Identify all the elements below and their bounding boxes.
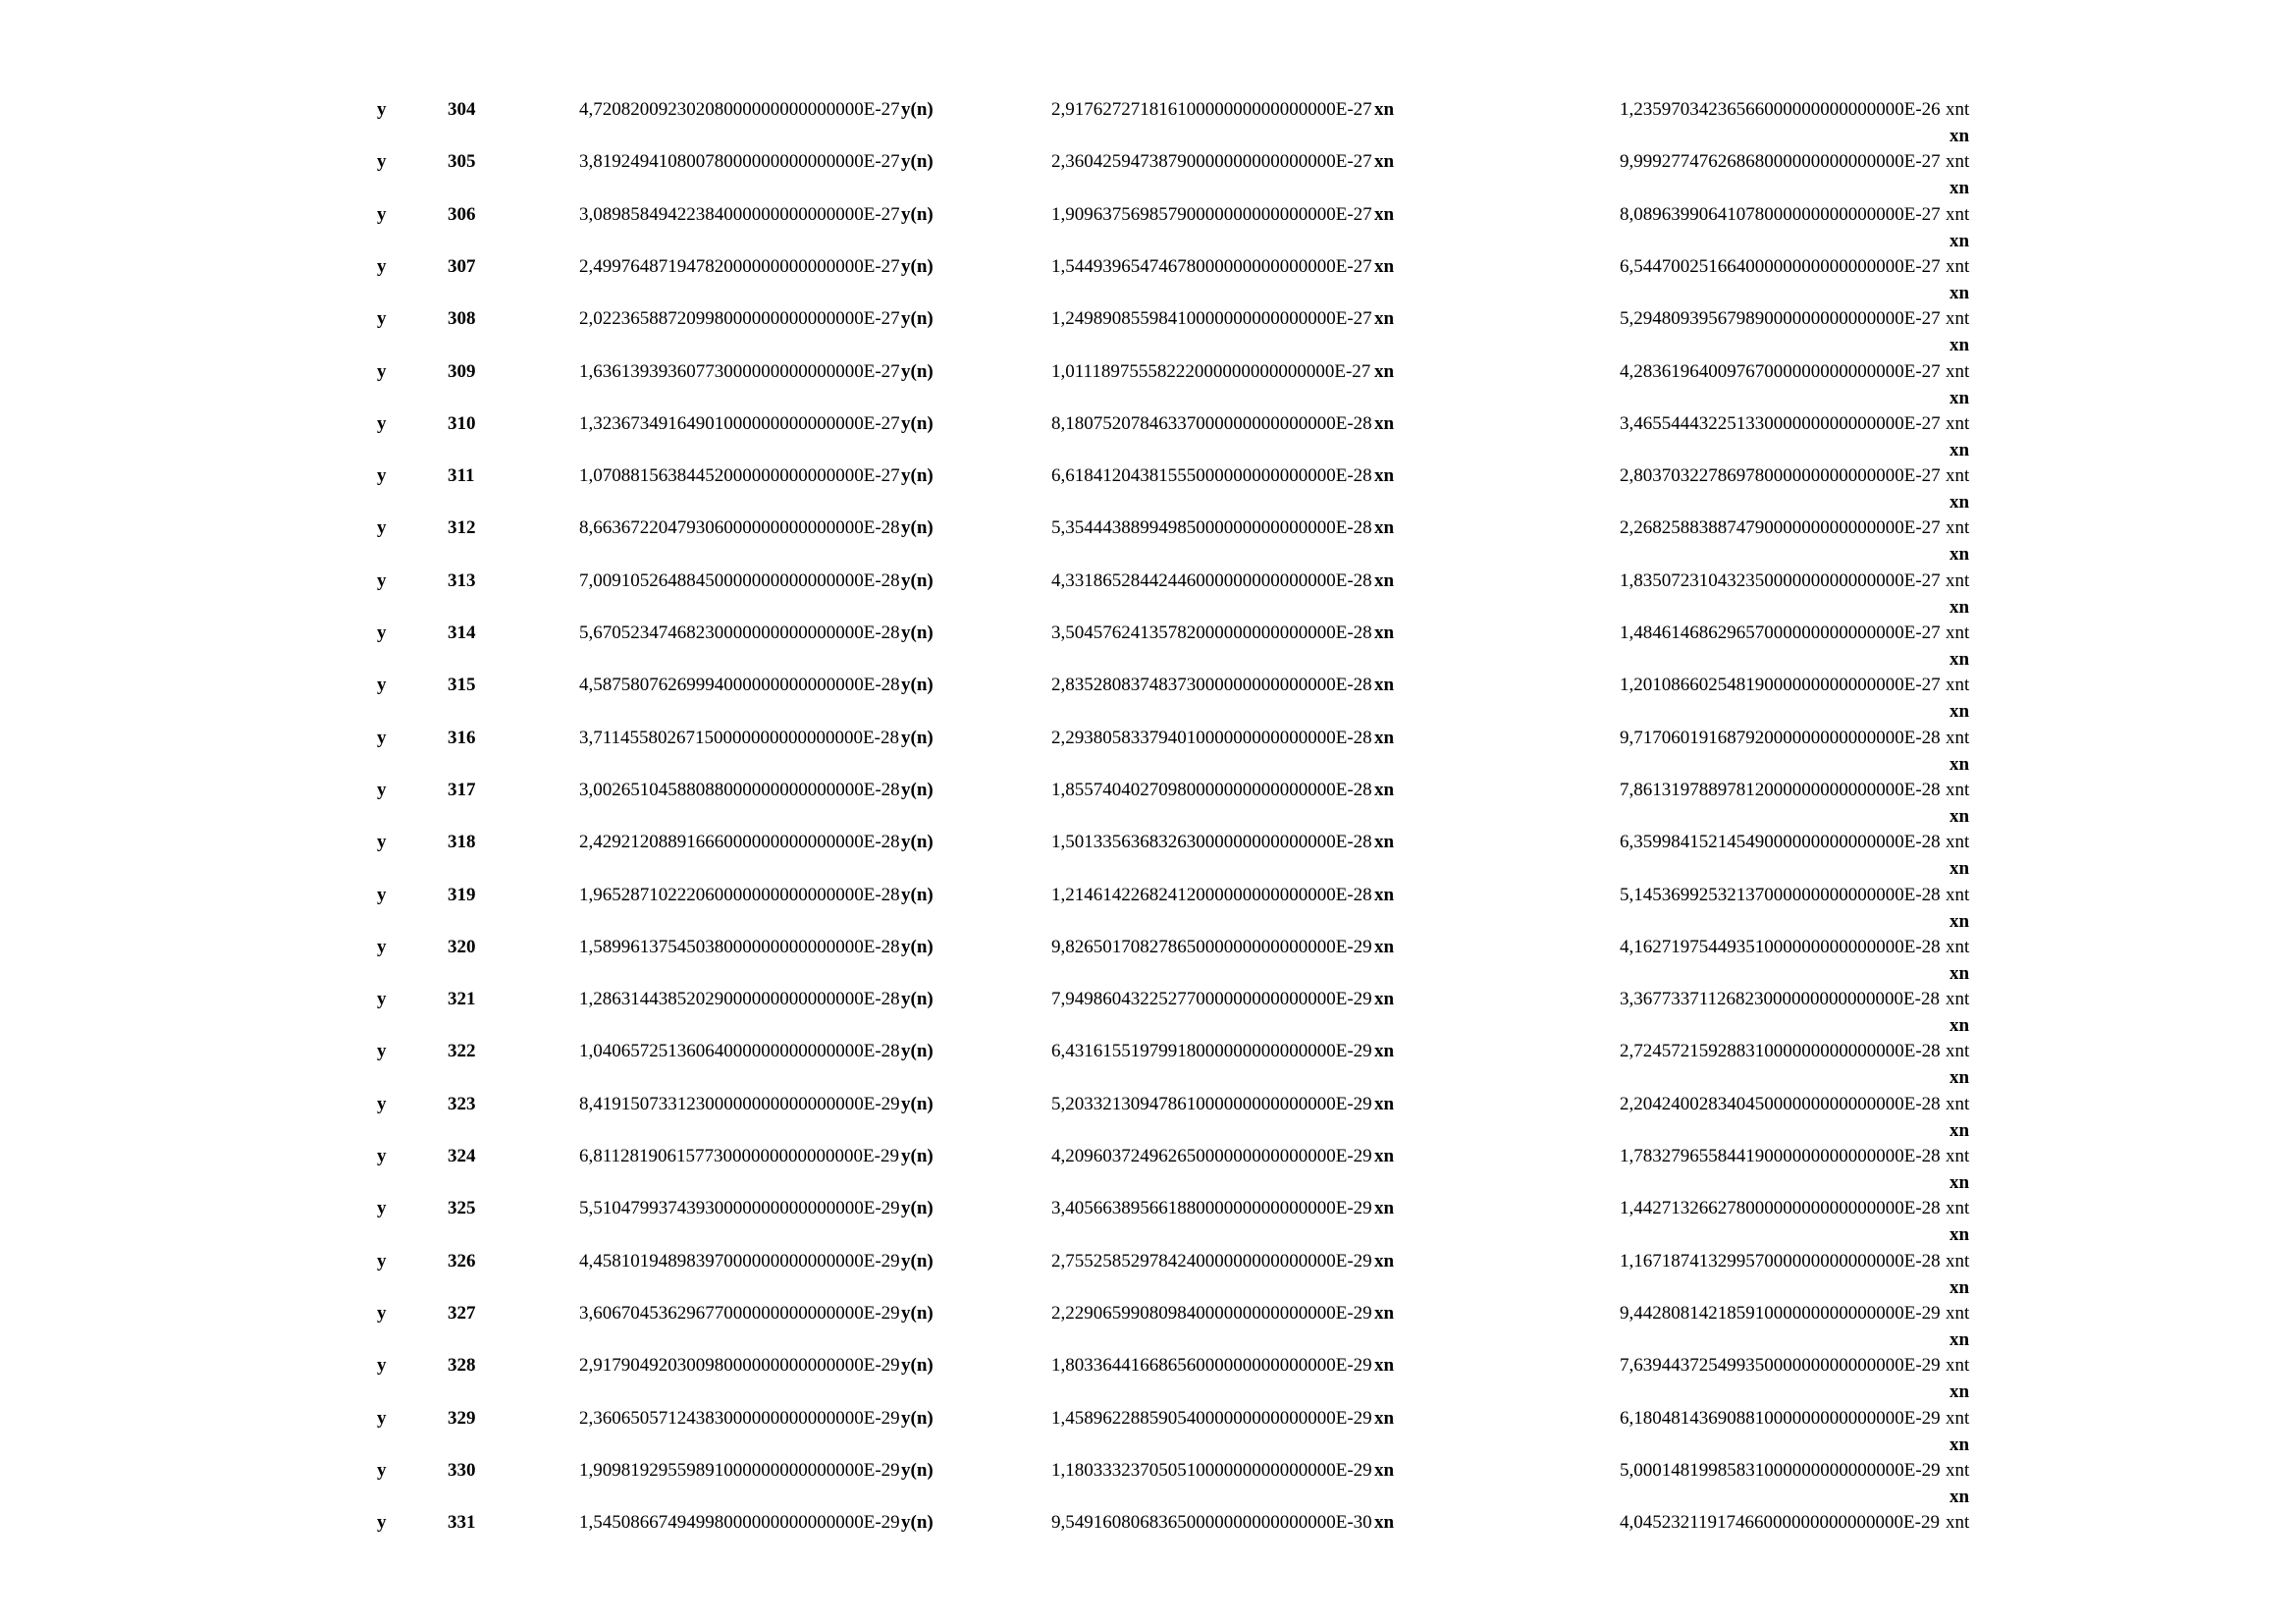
xnt-label: xnt <box>1946 1250 1970 1271</box>
y-n-label: y(n) <box>901 622 934 643</box>
row-prefix: y <box>377 884 387 905</box>
row-prefix: y <box>377 517 387 539</box>
xn-label: xn <box>1374 1355 1395 1377</box>
xnt-wrap-label: xn <box>1949 649 1970 670</box>
y-n-value: 1,54508667494998000000000000000E-29 <box>579 1512 900 1534</box>
row-index: 321 <box>448 989 476 1010</box>
xnt-label: xnt <box>1946 1198 1970 1219</box>
xn-label: xn <box>1374 675 1395 696</box>
xn-label: xn <box>1374 727 1395 748</box>
y-n-value: 1,04065725136064000000000000000E-28 <box>579 1041 900 1062</box>
row-index: 330 <box>448 1459 476 1481</box>
xnt-wrap-label: xn <box>1949 1486 1970 1507</box>
y-n-value: 4,58758076269994000000000000000E-28 <box>579 675 900 696</box>
y-n-value: 4,45810194898397000000000000000E-29 <box>579 1250 900 1271</box>
xnt-wrap-label: xn <box>1949 1172 1970 1193</box>
row-index: 309 <box>448 360 476 382</box>
xnt-wrap-label: xn <box>1949 1328 1970 1350</box>
xn-label: xn <box>1374 884 1395 905</box>
row-prefix: y <box>377 1250 387 1271</box>
xn-value: 6,43161551979918000000000000000E-29 <box>1051 1041 1372 1062</box>
xn-value: 9,82650170827865000000000000000E-29 <box>1051 936 1372 957</box>
y-n-label: y(n) <box>901 989 934 1010</box>
row-prefix: y <box>377 1302 387 1324</box>
xn-value: 1,24989085598410000000000000000E-27 <box>1051 308 1372 330</box>
y-n-value: 3,08985849422384000000000000000E-27 <box>579 203 900 225</box>
xnt-value: 3,46554443225133000000000000000E-27 <box>1620 412 1941 434</box>
xnt-wrap-label: xn <box>1949 962 1970 984</box>
y-n-label: y(n) <box>901 884 934 905</box>
row-index: 331 <box>448 1512 476 1534</box>
y-n-value: 3,00265104588088000000000000000E-28 <box>579 779 900 800</box>
xnt-value: 1,83507231043235000000000000000E-27 <box>1620 569 1941 591</box>
y-n-label: y(n) <box>901 1198 934 1219</box>
xnt-label: xnt <box>1946 832 1970 853</box>
xn-value: 2,75525852978424000000000000000E-29 <box>1051 1250 1372 1271</box>
row-prefix: y <box>377 936 387 957</box>
table-row <box>0 779 2296 827</box>
xnt-label: xnt <box>1946 1407 1970 1429</box>
table-row <box>0 832 2296 880</box>
xn-value: 1,45896228859054000000000000000E-29 <box>1051 1407 1372 1429</box>
xn-label: xn <box>1374 255 1395 277</box>
xn-label: xn <box>1374 1198 1395 1219</box>
y-n-label: y(n) <box>901 675 934 696</box>
row-prefix: y <box>377 832 387 853</box>
xnt-label: xnt <box>1946 99 1970 120</box>
table-row <box>0 989 2296 1037</box>
row-index: 313 <box>448 569 476 591</box>
y-n-label: y(n) <box>901 360 934 382</box>
xn-value: 1,21461422682412000000000000000E-28 <box>1051 884 1372 905</box>
y-n-value: 3,60670453629677000000000000000E-29 <box>579 1302 900 1324</box>
row-index: 326 <box>448 1250 476 1271</box>
xnt-value: 1,78327965584419000000000000000E-28 <box>1620 1146 1941 1166</box>
xn-label: xn <box>1374 1302 1395 1324</box>
row-prefix: y <box>377 1198 387 1219</box>
xn-value: 4,20960372496265000000000000000E-29 <box>1051 1146 1372 1166</box>
y-n-label: y(n) <box>901 936 934 957</box>
xnt-value: 7,86131978897812000000000000000E-28 <box>1620 779 1941 800</box>
table-row <box>0 412 2296 460</box>
row-prefix: y <box>377 1407 387 1429</box>
row-index: 322 <box>448 1041 476 1062</box>
xnt-wrap-label: xn <box>1949 126 1970 146</box>
xnt-value: 2,26825883887479000000000000000E-27 <box>1620 517 1941 539</box>
xn-value: 1,85574040270980000000000000000E-28 <box>1051 779 1372 800</box>
y-n-value: 2,49976487194782000000000000000E-27 <box>579 255 900 277</box>
row-prefix: y <box>377 1093 387 1114</box>
y-n-value: 8,41915073312300000000000000000E-29 <box>579 1093 900 1114</box>
table-row <box>0 517 2296 566</box>
y-n-value: 4,72082009230208000000000000000E-27 <box>579 99 900 120</box>
table-row <box>0 1355 2296 1403</box>
xnt-value: 1,23597034236566000000000000000E-26 <box>1620 99 1941 120</box>
xnt-value: 6,18048143690881000000000000000E-29 <box>1620 1407 1941 1429</box>
xn-value: 1,01118975558222000000000000000E-27 <box>1051 360 1371 382</box>
row-index: 319 <box>448 884 476 905</box>
table-row <box>0 884 2296 932</box>
table-row <box>0 255 2296 303</box>
table-row <box>0 1459 2296 1507</box>
xnt-label: xnt <box>1946 1302 1970 1324</box>
y-n-value: 1,32367349164901000000000000000E-27 <box>579 412 900 434</box>
xnt-label: xnt <box>1946 1459 1970 1481</box>
xn-label: xn <box>1374 1459 1395 1481</box>
row-prefix: y <box>377 151 387 173</box>
y-n-value: 8,66367220479306000000000000000E-28 <box>579 517 900 539</box>
table-row <box>0 727 2296 775</box>
xnt-wrap-label: xn <box>1949 805 1970 827</box>
xnt-label: xnt <box>1946 779 1970 800</box>
y-n-label: y(n) <box>901 569 934 591</box>
table-row <box>0 99 2296 146</box>
row-prefix: y <box>377 203 387 225</box>
xnt-value: 7,63944372549935000000000000000E-29 <box>1620 1355 1941 1377</box>
table-row <box>0 1302 2296 1350</box>
xn-value: 1,90963756985790000000000000000E-27 <box>1051 203 1372 225</box>
y-n-label: y(n) <box>901 99 934 120</box>
table-row <box>0 675 2296 723</box>
xnt-wrap-label: xn <box>1949 910 1970 932</box>
xnt-label: xnt <box>1946 1355 1970 1377</box>
table-row <box>0 360 2296 408</box>
xnt-wrap-label: xn <box>1949 1067 1970 1089</box>
y-n-value: 1,28631443852029000000000000000E-28 <box>579 989 900 1010</box>
xn-label: xn <box>1374 1512 1395 1534</box>
y-n-value: 1,63613939360773000000000000000E-27 <box>579 360 900 382</box>
row-index: 327 <box>448 1302 476 1324</box>
row-index: 308 <box>448 308 476 330</box>
y-n-value: 2,02236588720998000000000000000E-27 <box>579 308 900 330</box>
xn-label: xn <box>1374 779 1395 800</box>
y-n-label: y(n) <box>901 517 934 539</box>
y-n-label: y(n) <box>901 412 934 434</box>
xnt-wrap-label: xn <box>1949 858 1970 880</box>
xnt-value: 2,72457215928831000000000000000E-28 <box>1620 1041 1941 1062</box>
xnt-label: xnt <box>1946 989 1970 1010</box>
xnt-value: 9,71706019168792000000000000000E-28 <box>1620 727 1941 748</box>
xn-label: xn <box>1374 465 1395 487</box>
table-row <box>0 936 2296 984</box>
y-n-value: 2,42921208891666000000000000000E-28 <box>579 832 900 853</box>
xnt-wrap-label: xn <box>1949 1276 1970 1298</box>
xn-value: 1,18033323705051000000000000000E-29 <box>1051 1459 1372 1481</box>
xnt-value: 2,20424002834045000000000000000E-28 <box>1620 1093 1941 1114</box>
y-n-label: y(n) <box>901 1512 934 1534</box>
xnt-label: xnt <box>1946 465 1970 487</box>
xn-value: 5,20332130947861000000000000000E-29 <box>1051 1093 1372 1114</box>
xn-label: xn <box>1374 1146 1395 1166</box>
row-index: 305 <box>448 151 476 173</box>
y-n-label: y(n) <box>901 1250 934 1271</box>
y-n-label: y(n) <box>901 832 934 853</box>
xn-label: xn <box>1374 569 1395 591</box>
xnt-label: xnt <box>1946 255 1970 277</box>
table-row <box>0 151 2296 199</box>
xn-value: 5,35444388994985000000000000000E-28 <box>1051 517 1372 539</box>
xnt-label: xnt <box>1946 727 1970 748</box>
xn-label: xn <box>1374 308 1395 330</box>
row-prefix: y <box>377 1459 387 1481</box>
y-n-value: 2,36065057124383000000000000000E-29 <box>579 1407 900 1429</box>
xnt-wrap-label: xn <box>1949 439 1970 460</box>
xn-value: 2,91762727181610000000000000000E-27 <box>1051 99 1372 120</box>
y-n-value: 5,67052347468230000000000000000E-28 <box>579 622 900 643</box>
xnt-label: xnt <box>1946 1041 1970 1062</box>
table-row <box>0 1146 2296 1193</box>
xnt-wrap-label: xn <box>1949 544 1970 566</box>
xn-value: 2,29380583379401000000000000000E-28 <box>1051 727 1372 748</box>
xnt-wrap-label: xn <box>1949 753 1970 775</box>
xnt-wrap-label: xn <box>1949 1381 1970 1403</box>
table-row <box>0 622 2296 670</box>
xn-label: xn <box>1374 99 1395 120</box>
row-prefix: y <box>377 779 387 800</box>
xnt-value: 6,35998415214549000000000000000E-28 <box>1620 832 1941 853</box>
xnt-label: xnt <box>1946 569 1970 591</box>
xnt-label: xnt <box>1946 308 1970 330</box>
y-n-label: y(n) <box>901 1041 934 1062</box>
xnt-label: xnt <box>1946 675 1970 696</box>
xn-value: 2,36042594738790000000000000000E-27 <box>1051 151 1372 173</box>
row-index: 315 <box>448 675 476 696</box>
table-row <box>0 1198 2296 1246</box>
xnt-label: xnt <box>1946 884 1970 905</box>
xnt-label: xnt <box>1946 622 1970 643</box>
xnt-wrap-label: xn <box>1949 1434 1970 1455</box>
y-n-value: 3,81924941080078000000000000000E-27 <box>579 151 900 173</box>
row-prefix: y <box>377 989 387 1010</box>
table-row <box>0 1041 2296 1089</box>
xnt-label: xnt <box>1946 412 1970 434</box>
xnt-value: 6,54470025166400000000000000000E-27 <box>1620 255 1941 277</box>
row-prefix: y <box>377 1041 387 1062</box>
table-row <box>0 569 2296 618</box>
xnt-value: 4,16271975449351000000000000000E-28 <box>1620 936 1941 957</box>
row-prefix: y <box>377 1512 387 1534</box>
xnt-wrap-label: xn <box>1949 335 1970 356</box>
row-prefix: y <box>377 360 387 382</box>
y-n-label: y(n) <box>901 1146 934 1166</box>
xnt-label: xnt <box>1946 203 1970 225</box>
xnt-label: xnt <box>1946 1146 1970 1166</box>
xn-value: 9,54916080683650000000000000000E-30 <box>1051 1512 1372 1534</box>
xn-label: xn <box>1374 622 1395 643</box>
row-index: 324 <box>448 1146 476 1166</box>
row-prefix: y <box>377 1355 387 1377</box>
xn-value: 1,54493965474678000000000000000E-27 <box>1051 255 1372 277</box>
y-n-label: y(n) <box>901 203 934 225</box>
row-index: 323 <box>448 1093 476 1114</box>
row-prefix: y <box>377 99 387 120</box>
y-n-value: 7,00910526488450000000000000000E-28 <box>579 569 900 591</box>
y-n-label: y(n) <box>901 255 934 277</box>
xn-value: 6,61841204381555000000000000000E-28 <box>1051 465 1372 487</box>
xn-value: 8,18075207846337000000000000000E-28 <box>1051 412 1372 434</box>
xn-label: xn <box>1374 989 1395 1010</box>
row-index: 306 <box>448 203 476 225</box>
xnt-label: xnt <box>1946 360 1970 382</box>
table-row <box>0 1250 2296 1298</box>
xn-label: xn <box>1374 936 1395 957</box>
xnt-value: 1,20108660254819000000000000000E-27 <box>1620 675 1941 696</box>
row-prefix: y <box>377 308 387 330</box>
y-n-label: y(n) <box>901 308 934 330</box>
row-index: 325 <box>448 1198 476 1219</box>
xnt-wrap-label: xn <box>1949 492 1970 514</box>
row-index: 304 <box>448 99 476 120</box>
xnt-label: xnt <box>1946 936 1970 957</box>
row-index: 310 <box>448 412 476 434</box>
table-row <box>0 465 2296 514</box>
row-index: 318 <box>448 832 476 853</box>
xn-label: xn <box>1374 517 1395 539</box>
xnt-wrap-label: xn <box>1949 701 1970 723</box>
row-prefix: y <box>377 255 387 277</box>
xnt-wrap-label: xn <box>1949 1119 1970 1141</box>
row-prefix: y <box>377 675 387 696</box>
xn-label: xn <box>1374 151 1395 173</box>
xn-label: xn <box>1374 412 1395 434</box>
xnt-wrap-label: xn <box>1949 230 1970 251</box>
y-n-value: 1,58996137545038000000000000000E-28 <box>579 936 900 957</box>
y-n-value: 1,96528710222060000000000000000E-28 <box>579 884 900 905</box>
y-n-label: y(n) <box>901 779 934 800</box>
xn-value: 1,50133563683263000000000000000E-28 <box>1051 832 1372 853</box>
row-index: 311 <box>448 465 475 487</box>
xn-value: 1,80336441668656000000000000000E-29 <box>1051 1355 1372 1377</box>
xn-value: 2,22906599080984000000000000000E-29 <box>1051 1302 1372 1324</box>
y-n-label: y(n) <box>901 465 934 487</box>
table-row <box>0 1512 2296 1542</box>
xn-value: 2,83528083748373000000000000000E-28 <box>1051 675 1372 696</box>
row-prefix: y <box>377 622 387 643</box>
table-row <box>0 1407 2296 1455</box>
row-index: 307 <box>448 255 476 277</box>
y-n-label: y(n) <box>901 1093 934 1114</box>
xnt-value: 1,48461468629657000000000000000E-27 <box>1620 622 1941 643</box>
xnt-wrap-label: xn <box>1949 282 1970 303</box>
xnt-label: xnt <box>1946 517 1970 539</box>
xn-value: 7,94986043225277000000000000000E-29 <box>1051 989 1372 1010</box>
y-n-label: y(n) <box>901 1355 934 1377</box>
xnt-value: 1,16718741329957000000000000000E-28 <box>1620 1250 1941 1271</box>
row-prefix: y <box>377 412 387 434</box>
row-index: 316 <box>448 727 476 748</box>
xnt-value: 9,44280814218591000000000000000E-29 <box>1620 1302 1941 1324</box>
table-row <box>0 203 2296 251</box>
y-n-value: 1,07088156384452000000000000000E-27 <box>579 465 900 487</box>
y-n-value: 6,81128190615773000000000000000E-29 <box>579 1146 899 1166</box>
y-n-value: 2,91790492030098000000000000000E-29 <box>579 1355 900 1377</box>
xn-value: 3,50457624135782000000000000000E-28 <box>1051 622 1372 643</box>
xnt-value: 8,08963990641078000000000000000E-27 <box>1620 203 1941 225</box>
xnt-value: 5,00014819985831000000000000000E-29 <box>1620 1459 1941 1481</box>
xnt-value: 9,99927747626868000000000000000E-27 <box>1620 151 1941 173</box>
y-n-value: 5,51047993743930000000000000000E-29 <box>579 1198 900 1219</box>
y-n-label: y(n) <box>901 1302 934 1324</box>
xnt-label: xnt <box>1946 1512 1970 1534</box>
row-index: 328 <box>448 1355 476 1377</box>
xnt-value: 2,80370322786978000000000000000E-27 <box>1620 465 1941 487</box>
xn-label: xn <box>1374 1041 1395 1062</box>
xn-value: 3,40566389566188000000000000000E-29 <box>1051 1198 1372 1219</box>
xn-label: xn <box>1374 1093 1395 1114</box>
y-n-label: y(n) <box>901 727 934 748</box>
xn-label: xn <box>1374 832 1395 853</box>
xn-label: xn <box>1374 203 1395 225</box>
xnt-wrap-label: xn <box>1949 387 1970 408</box>
y-n-label: y(n) <box>901 1407 934 1429</box>
table-row <box>0 308 2296 356</box>
xnt-label: xnt <box>1946 1093 1970 1114</box>
xn-label: xn <box>1374 360 1395 382</box>
y-n-value: 3,71145580267150000000000000000E-28 <box>579 727 899 748</box>
xnt-label: xnt <box>1946 151 1970 173</box>
xn-label: xn <box>1374 1250 1395 1271</box>
row-prefix: y <box>377 1146 387 1166</box>
row-index: 314 <box>448 622 476 643</box>
row-prefix: y <box>377 727 387 748</box>
xnt-wrap-label: xn <box>1949 596 1970 618</box>
xnt-value: 4,28361964009767000000000000000E-27 <box>1620 360 1941 382</box>
xnt-value: 4,04523211917466000000000000000E-29 <box>1620 1512 1940 1534</box>
row-index: 317 <box>448 779 476 800</box>
table-row <box>0 1093 2296 1141</box>
xn-label: xn <box>1374 1407 1395 1429</box>
xnt-wrap-label: xn <box>1949 178 1970 199</box>
y-n-label: y(n) <box>901 1459 934 1481</box>
y-n-value: 1,90981929559891000000000000000E-29 <box>579 1459 900 1481</box>
xnt-wrap-label: xn <box>1949 1015 1970 1037</box>
xnt-value: 5,14536992532137000000000000000E-28 <box>1620 884 1941 905</box>
xnt-value: 5,29480939567989000000000000000E-27 <box>1620 308 1941 330</box>
xn-value: 4,33186528442446000000000000000E-28 <box>1051 569 1372 591</box>
y-n-label: y(n) <box>901 151 934 173</box>
row-prefix: y <box>377 465 387 487</box>
xnt-value: 1,44271326627800000000000000000E-28 <box>1620 1198 1941 1219</box>
row-prefix: y <box>377 569 387 591</box>
row-index: 320 <box>448 936 476 957</box>
row-index: 312 <box>448 517 476 539</box>
xnt-value: 3,36773371126823000000000000000E-28 <box>1620 989 1940 1010</box>
row-index: 329 <box>448 1407 476 1429</box>
xnt-wrap-label: xn <box>1949 1224 1970 1246</box>
